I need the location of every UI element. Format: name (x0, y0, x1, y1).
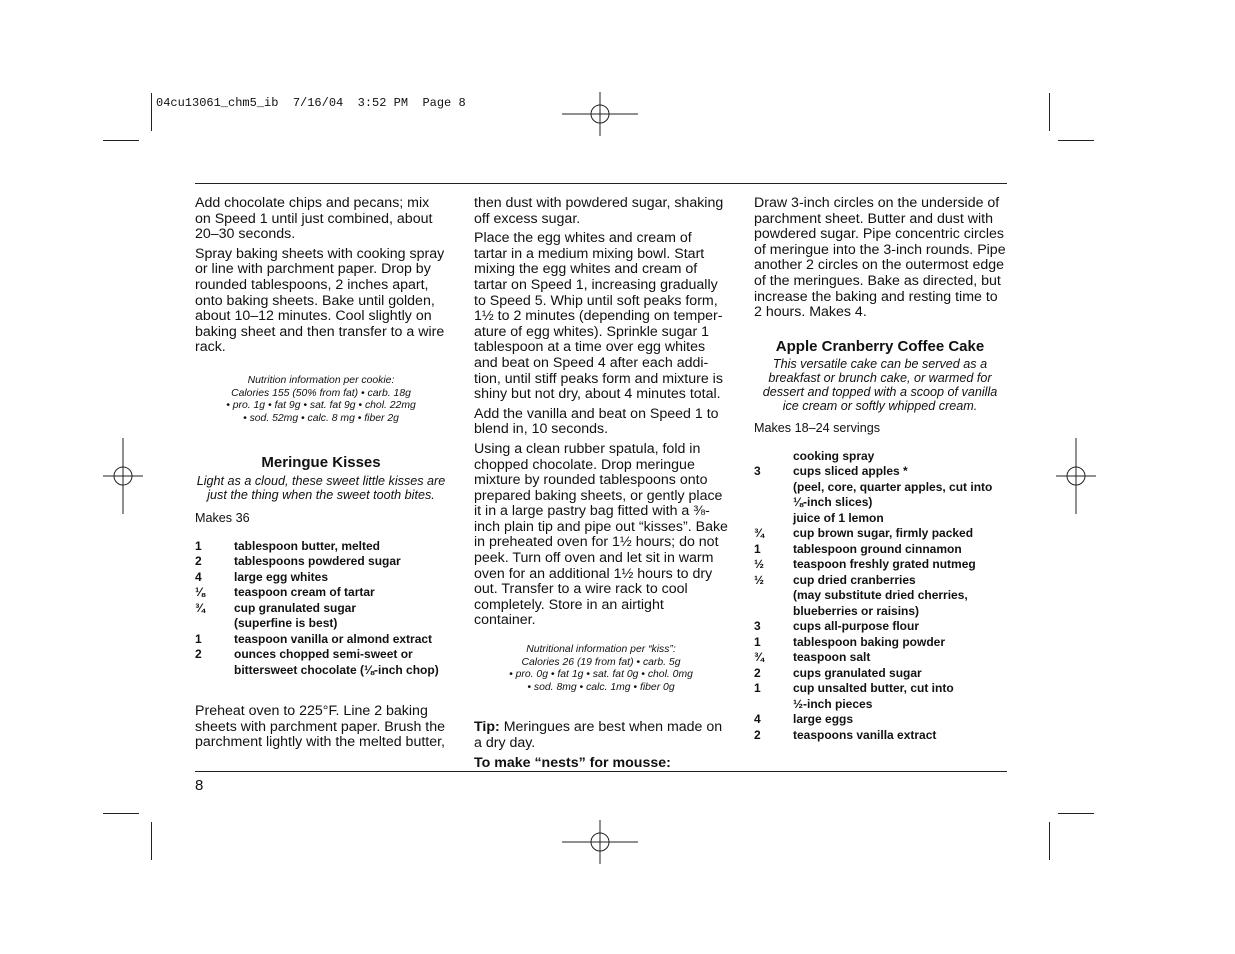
ingredient-text: cup unsalted butter, cut into (793, 681, 954, 696)
column-2 (474, 196, 728, 775)
top-rule (195, 183, 1007, 184)
ingredient-row (754, 697, 1006, 713)
crop-mark (151, 822, 152, 860)
ingredient-qty (754, 480, 793, 496)
crop-mark (1049, 93, 1050, 131)
tip-label: Tip: (474, 719, 500, 736)
ingredient-qty: 2 (754, 727, 761, 742)
ingredient-text: ⅛-inch slices) (793, 495, 873, 510)
ingredient-text: cups sliced apples * (793, 464, 908, 479)
ingredient-text: teaspoon vanilla or almond extract (234, 631, 433, 646)
print-slug: 04cu13061_chm5_ib 7/16/04 3:52 PM Page 8 (156, 96, 466, 110)
nutrition-line: • sod. 8mg • calc. 1mg • fiber 0g (527, 681, 675, 693)
ingredient-qty: 1 (754, 681, 761, 696)
nutrition-info (195, 375, 447, 425)
ingredient-qty: ¾ (195, 600, 206, 615)
ingredient-text: blueberries or raisins) (793, 603, 920, 618)
ingredient-qty: ¾ (754, 526, 765, 541)
ingredient-row (754, 650, 1006, 666)
nutrition-line: • pro. 0g • fat 1g • sat. fat 0g • chol. 0mg (509, 669, 693, 681)
column-3 (754, 196, 1006, 743)
ingredient-row (195, 663, 447, 679)
ingredient-text: cooking spray (793, 448, 875, 463)
body-paragraph: then dust with powdered sugar, shaking off excess sugar. (474, 195, 724, 227)
ingredient-row (195, 570, 447, 586)
ingredient-row (754, 480, 1006, 496)
ingredient-qty: 4 (195, 569, 202, 584)
ingredient-text: cups granulated sugar (793, 665, 922, 680)
registration-mark-icon (562, 820, 638, 864)
ingredient-row (754, 511, 1006, 527)
ingredient-list (195, 539, 447, 679)
ingredient-text: teaspoon salt (793, 650, 871, 665)
ingredient-qty: 2 (195, 647, 202, 661)
body-paragraph: Place the egg whites and cream of tartar in a medium mixing bowl. Start mixing the egg whites and cream of tartar on Speed 1, increasing gradually to Speed 5. Whip until soft peaks form, 1½ to 2 minutes (depending on temper-ature of egg whites). Sprinkle sugar 1 tablespoon at a time over egg whites and beat on Speed 4 after each addi-tion, until stiff peaks form and mixture is shiny but not dry, about 4 minutes total. (474, 230, 723, 403)
ingredient-text: cup dried cranberries (793, 572, 916, 587)
ingredient-text: tablespoon ground cinnamon (793, 541, 962, 556)
nests-heading: To make “nests” for mousse: (474, 754, 671, 771)
ingredient-qty: 1 (195, 631, 202, 646)
ingredient-row (754, 635, 1006, 651)
body-paragraph: Using a clean rubber spatula, fold in chopped chocolate. Drop meringue mixture by rounded tablespoons onto prepared baking sheets, or gently place it in a large pastry bag fitted with a ⅜-inch plain tip and pipe out “kisses”. Bake in preheated oven for 1½ hours; do not peek. Turn off oven and let sit in warm oven for an additional 1½ hours to dry out. Transfer to a wire rack to cool completely. Store in an airtight container. (474, 440, 728, 629)
ingredient-row (195, 554, 447, 570)
ingredient-row (754, 712, 1006, 728)
ingredient-qty: 1 (754, 541, 761, 556)
ingredient-row (195, 601, 447, 617)
crop-mark (103, 140, 139, 141)
ingredient-text: (may substitute dried cherries, (793, 588, 968, 603)
ingredient-text: (peel, core, quarter apples, cut into (793, 479, 993, 494)
ingredient-text: cup brown sugar, firmly packed (793, 526, 974, 541)
ingredient-qty (195, 616, 234, 632)
ingredient-row (754, 495, 1006, 511)
body-paragraph: Add the vanilla and beat on Speed 1 to blend in, 10 seconds. (474, 405, 719, 438)
ingredient-row (195, 647, 447, 663)
ingredient-text: large eggs (793, 712, 854, 727)
ingredient-qty (754, 604, 793, 620)
ingredient-row (754, 666, 1006, 682)
ingredient-qty: ⅛ (195, 585, 206, 599)
crop-mark (151, 93, 152, 131)
body-paragraph: Preheat oven to 225°F. Line 2 baking sheets with parchment paper. Brush the parchment lightly with the melted butter, (195, 703, 445, 751)
nutrition-line: Nutrition information per cookie: (247, 374, 395, 386)
column-1 (195, 196, 447, 755)
ingredient-qty (754, 449, 793, 465)
ingredient-qty: 3 (754, 464, 761, 479)
crop-mark (1058, 140, 1094, 141)
ingredient-qty: 1 (195, 538, 202, 553)
ingredient-text: (superfine is best) (234, 616, 338, 630)
page-number: 8 (195, 777, 204, 794)
ingredient-text: ounces chopped semi-sweet or (234, 647, 413, 661)
recipe-yield: Makes 36 (195, 510, 250, 525)
ingredient-qty (195, 663, 234, 679)
ingredient-row (754, 526, 1006, 542)
body-paragraph: Spray baking sheets with cooking spray or line with parchment paper. Drop by rounded tablespoons, 2 inches apart, onto baking sheets. Bake until golden, about 10–12 minutes. Cool slightly on baking sheet and then transfer to a wire rack. (195, 245, 445, 356)
ingredient-row (754, 681, 1006, 697)
registration-mark-icon (1056, 438, 1096, 514)
ingredient-text: tablespoons powdered sugar (234, 554, 401, 568)
nutrition-info (474, 644, 728, 694)
ingredient-qty (754, 495, 793, 511)
ingredient-qty: ¾ (754, 650, 765, 665)
tip-text: Meringues are best when made on a dry day. (474, 719, 723, 751)
registration-mark-icon (562, 92, 638, 136)
ingredient-row (754, 557, 1006, 573)
ingredient-qty (754, 588, 793, 604)
nutrition-line: Nutritional information per “kiss”: (526, 644, 676, 656)
ingredient-row (195, 616, 447, 632)
ingredient-row (754, 619, 1006, 635)
nutrition-line: • pro. 1g • fat 9g • sat. fat 9g • chol. 22mg (226, 400, 416, 412)
ingredient-text: teaspoon freshly grated nutmeg (793, 557, 976, 572)
ingredient-qty (754, 697, 793, 713)
crop-mark (1049, 822, 1050, 860)
ingredient-qty: ½ (754, 572, 765, 587)
ingredient-row (754, 588, 1006, 604)
ingredient-text: teaspoon cream of tartar (234, 585, 375, 599)
ingredient-text: ½-inch pieces (793, 696, 873, 711)
ingredient-qty: 2 (195, 554, 202, 568)
ingredient-row (195, 585, 447, 601)
ingredient-row (754, 728, 1006, 744)
ingredient-qty: ½ (754, 557, 765, 572)
recipe-intro: This versatile cake can be served as a breakfast or brunch cake, or warmed for dessert and topped with a scoop of vanilla ice cream or softly whipped cream. (762, 357, 998, 414)
registration-mark-icon (103, 438, 143, 514)
ingredient-qty: 4 (754, 712, 761, 727)
recipe-yield: Makes 18–24 servings (754, 421, 881, 436)
ingredient-list (754, 449, 1006, 744)
ingredient-row (195, 539, 447, 555)
ingredient-text: tablespoon butter, melted (234, 538, 381, 553)
ingredient-row (754, 464, 1006, 480)
crop-mark (103, 813, 139, 814)
ingredient-text: cups all-purpose flour (793, 619, 920, 634)
ingredient-row (754, 542, 1006, 558)
body-paragraph: Draw 3-inch circles on the underside of parchment sheet. Butter and dust with powdered sugar. Pipe concentric circles of meringue into the 3-inch rounds. Pipe another 2 circles on the outermost edge of the meringues. Bake as directed, but increase the baking and resting time to 2 hours. Makes 4. (754, 195, 1006, 321)
ingredient-text: bittersweet chocolate (⅛-inch chop) (234, 662, 439, 677)
ingredient-row (754, 573, 1006, 589)
ingredient-text: tablespoon baking powder (793, 634, 946, 649)
ingredient-qty: 1 (754, 634, 761, 649)
ingredient-text: teaspoons vanilla extract (793, 727, 937, 742)
ingredient-row (195, 632, 447, 648)
ingredient-text: cup granulated sugar (234, 600, 357, 615)
ingredient-text: large egg whites (234, 569, 329, 584)
crop-mark (1058, 813, 1094, 814)
ingredient-qty (754, 511, 793, 527)
nutrition-line: Calories 26 (19 from fat) • carb. 5g (521, 656, 681, 668)
recipe-intro: Light as a cloud, these sweet little kisses are just the thing when the sweet tooth bites. (196, 473, 446, 502)
ingredient-row (754, 449, 1006, 465)
body-paragraph: Add chocolate chips and pecans; mix on Speed 1 until just combined, about 20–30 seconds. (195, 195, 433, 243)
recipe-title: Meringue Kisses (261, 454, 381, 472)
ingredient-text: juice of 1 lemon (793, 510, 884, 525)
nutrition-line: • sod. 52mg • calc. 8 mg • fiber 2g (243, 412, 399, 424)
recipe-title: Apple Cranberry Coffee Cake (775, 337, 985, 355)
ingredient-qty: 2 (754, 665, 761, 680)
ingredient-row (754, 604, 1006, 620)
tip-paragraph (474, 720, 728, 751)
ingredient-qty: 3 (754, 619, 761, 634)
nutrition-line: Calories 155 (50% from fat) • carb. 18g (231, 387, 411, 399)
